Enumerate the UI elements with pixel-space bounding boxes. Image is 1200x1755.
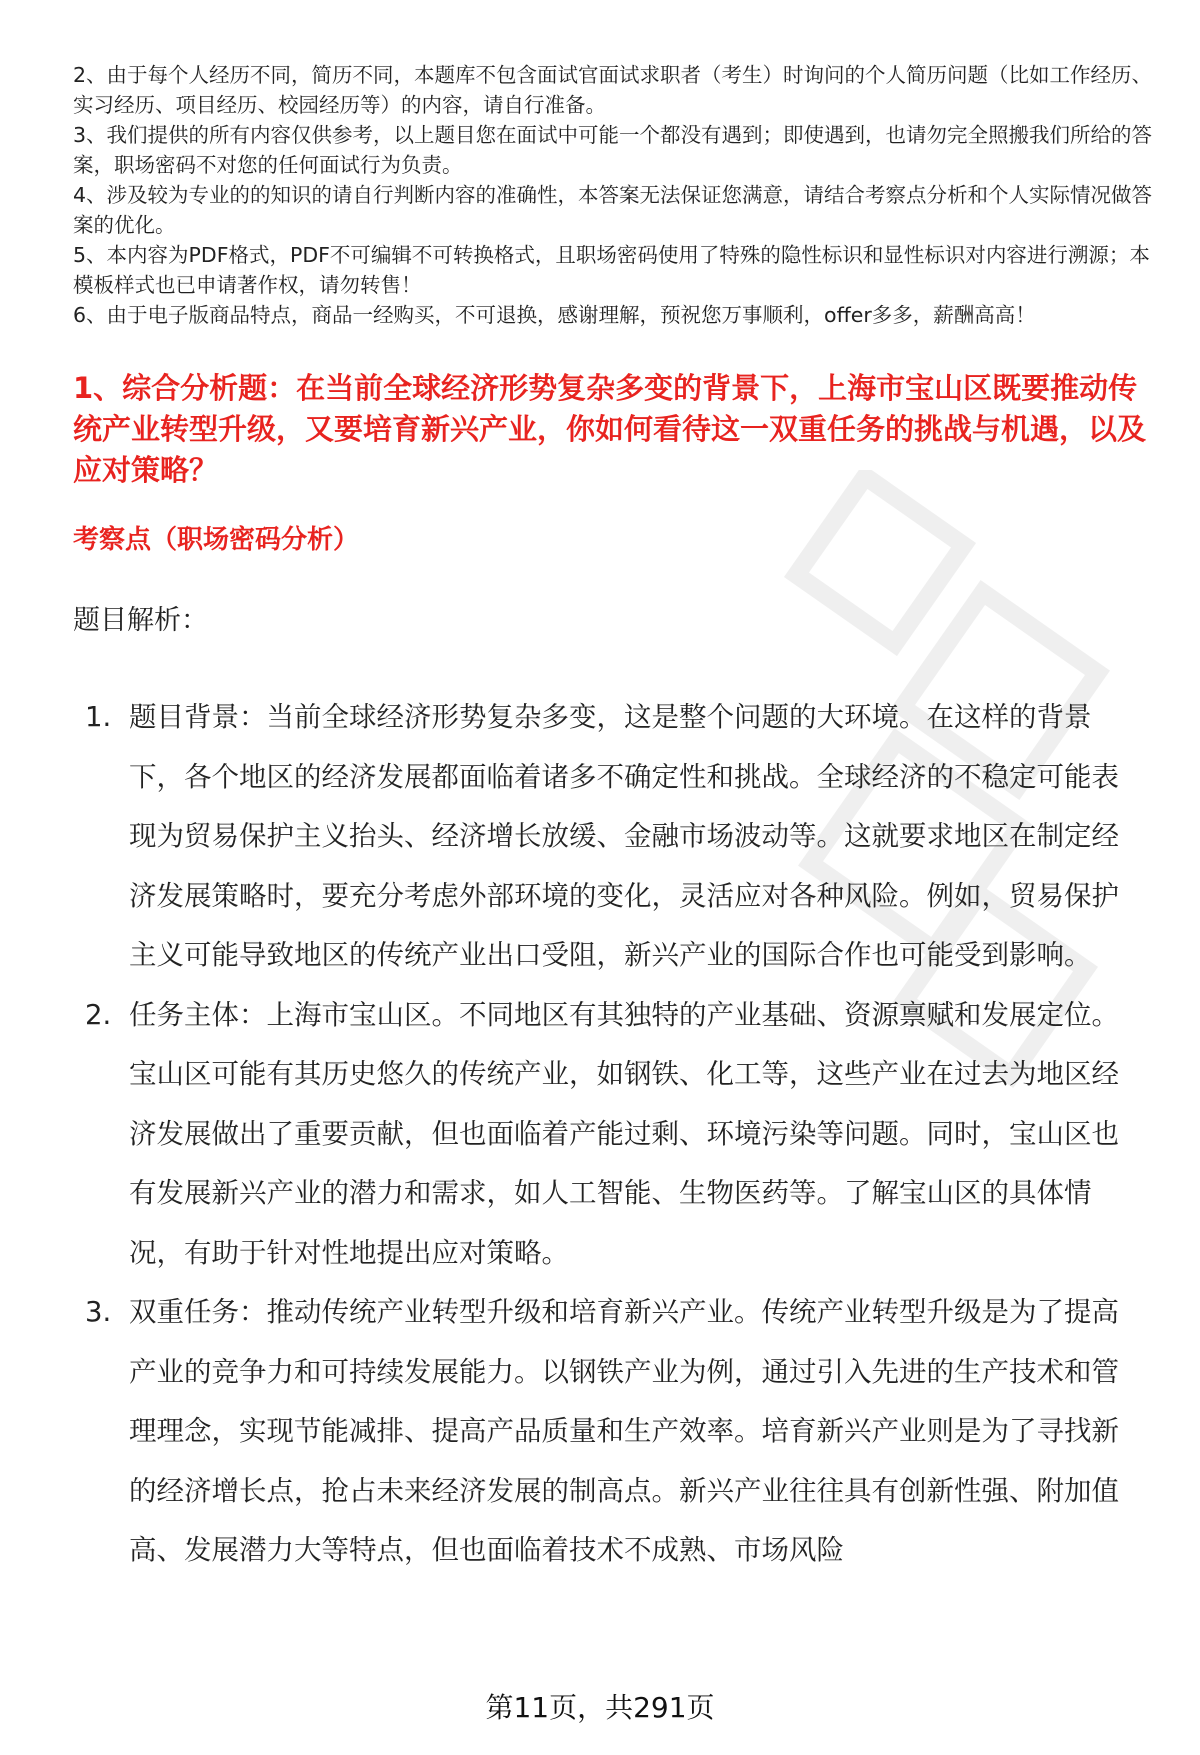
note-item: 5、本内容为PDF格式，PDF不可编辑不可转换格式，且职场密码使用了特殊的隐性标识和显性标识对内容进行溯源；本模板样式也已申请著作权，请勿转售！	[73, 243, 1150, 297]
note-item: 6、由于电子版商品特点，商品一经购买，不可退换，感谢理解，预祝您万事顺利，offer多多，薪酬高高！	[73, 303, 1036, 327]
note-item: 4、涉及较为专业的的知识的请自行判断内容的准确性，本答案无法保证您满意，请结合考察点分析和个人实际情况做答案的优化。	[73, 183, 1153, 237]
analysis-heading: 题目解析：	[73, 605, 208, 636]
point-text: 题目背景：当前全球经济形势复杂多变，这是整个问题的大环境。在这样的背景下，各个地区的经济发展都面临着诸多不确定性和挑战。全球经济的不稳定可能表现为贸易保护主义抬头、经济增长放缓、金融市场波动等。这就要求地区在制定经济发展策略时，要充分考虑外部环境的变化，灵活应对各种风险。例如，贸易保护主义可能导致地区的传统产业出口受阻，新兴产业的国际合作也可能受到影响。	[129, 701, 1119, 971]
analysis-point	[73, 986, 1145, 1284]
analysis-point	[73, 688, 1145, 986]
analysis-points	[73, 688, 1145, 1581]
section-label: 考察点（职场密码分析）	[73, 525, 360, 555]
question-title: 1、综合分析题：在当前全球经济形势复杂多变的背景下，上海市宝山区既要推动传统产业转型升级，又要培育新兴产业，你如何看待这一双重任务的挑战与机遇，以及应对策略？	[73, 371, 1147, 487]
analysis-point	[73, 1283, 1145, 1581]
note-item: 3、我们提供的所有内容仅供参考，以上题目您在面试中可能一个都没有遇到；即使遇到，也请勿完全照搬我们所给的答案，职场密码不对您的任何面试行为负责。	[73, 123, 1153, 177]
point-number: 1.	[85, 701, 112, 733]
note-item: 2、由于每个人经历不同，简历不同，本题库不包含面试官面试求职者（考生）时询问的个人简历问题（比如工作经历、实习经历、项目经历、校园经历等）的内容，请自行准备。	[73, 63, 1153, 117]
point-number: 2.	[85, 998, 112, 1031]
point-text: 双重任务：推动传统产业转型升级和培育新兴产业。传统产业转型升级是为了提高产业的竞争力和可持续发展能力。以钢铁产业为例，通过引入先进的生产技术和管理理念，实现节能减排、提高产品质量和生产效率。培育新兴产业则是为了寻找新的经济增长点，抢占未来经济发展的制高点。新兴产业往往具有创新性强、附加值高、发展潜力大等特点，但也面临着技术不成熟、市场风险	[129, 1296, 1119, 1566]
point-text: 任务主体：上海市宝山区。不同地区有其独特的产业基础、资源禀赋和发展定位。宝山区可能有其历史悠久的传统产业，如钢铁、化工等，这些产业在过去为地区经济发展做出了重要贡献，但也面临着产能过剩、环境污染等问题。同时，宝山区也有发展新兴产业的潜力和需求，如人工智能、生物医药等。了解宝山区的具体情况，有助于针对性地提出应对策略。	[129, 998, 1119, 1269]
page-footer: 第11页，共291页	[485, 1691, 715, 1724]
disclaimer-notes	[73, 60, 1163, 330]
point-number: 3.	[85, 1296, 112, 1328]
